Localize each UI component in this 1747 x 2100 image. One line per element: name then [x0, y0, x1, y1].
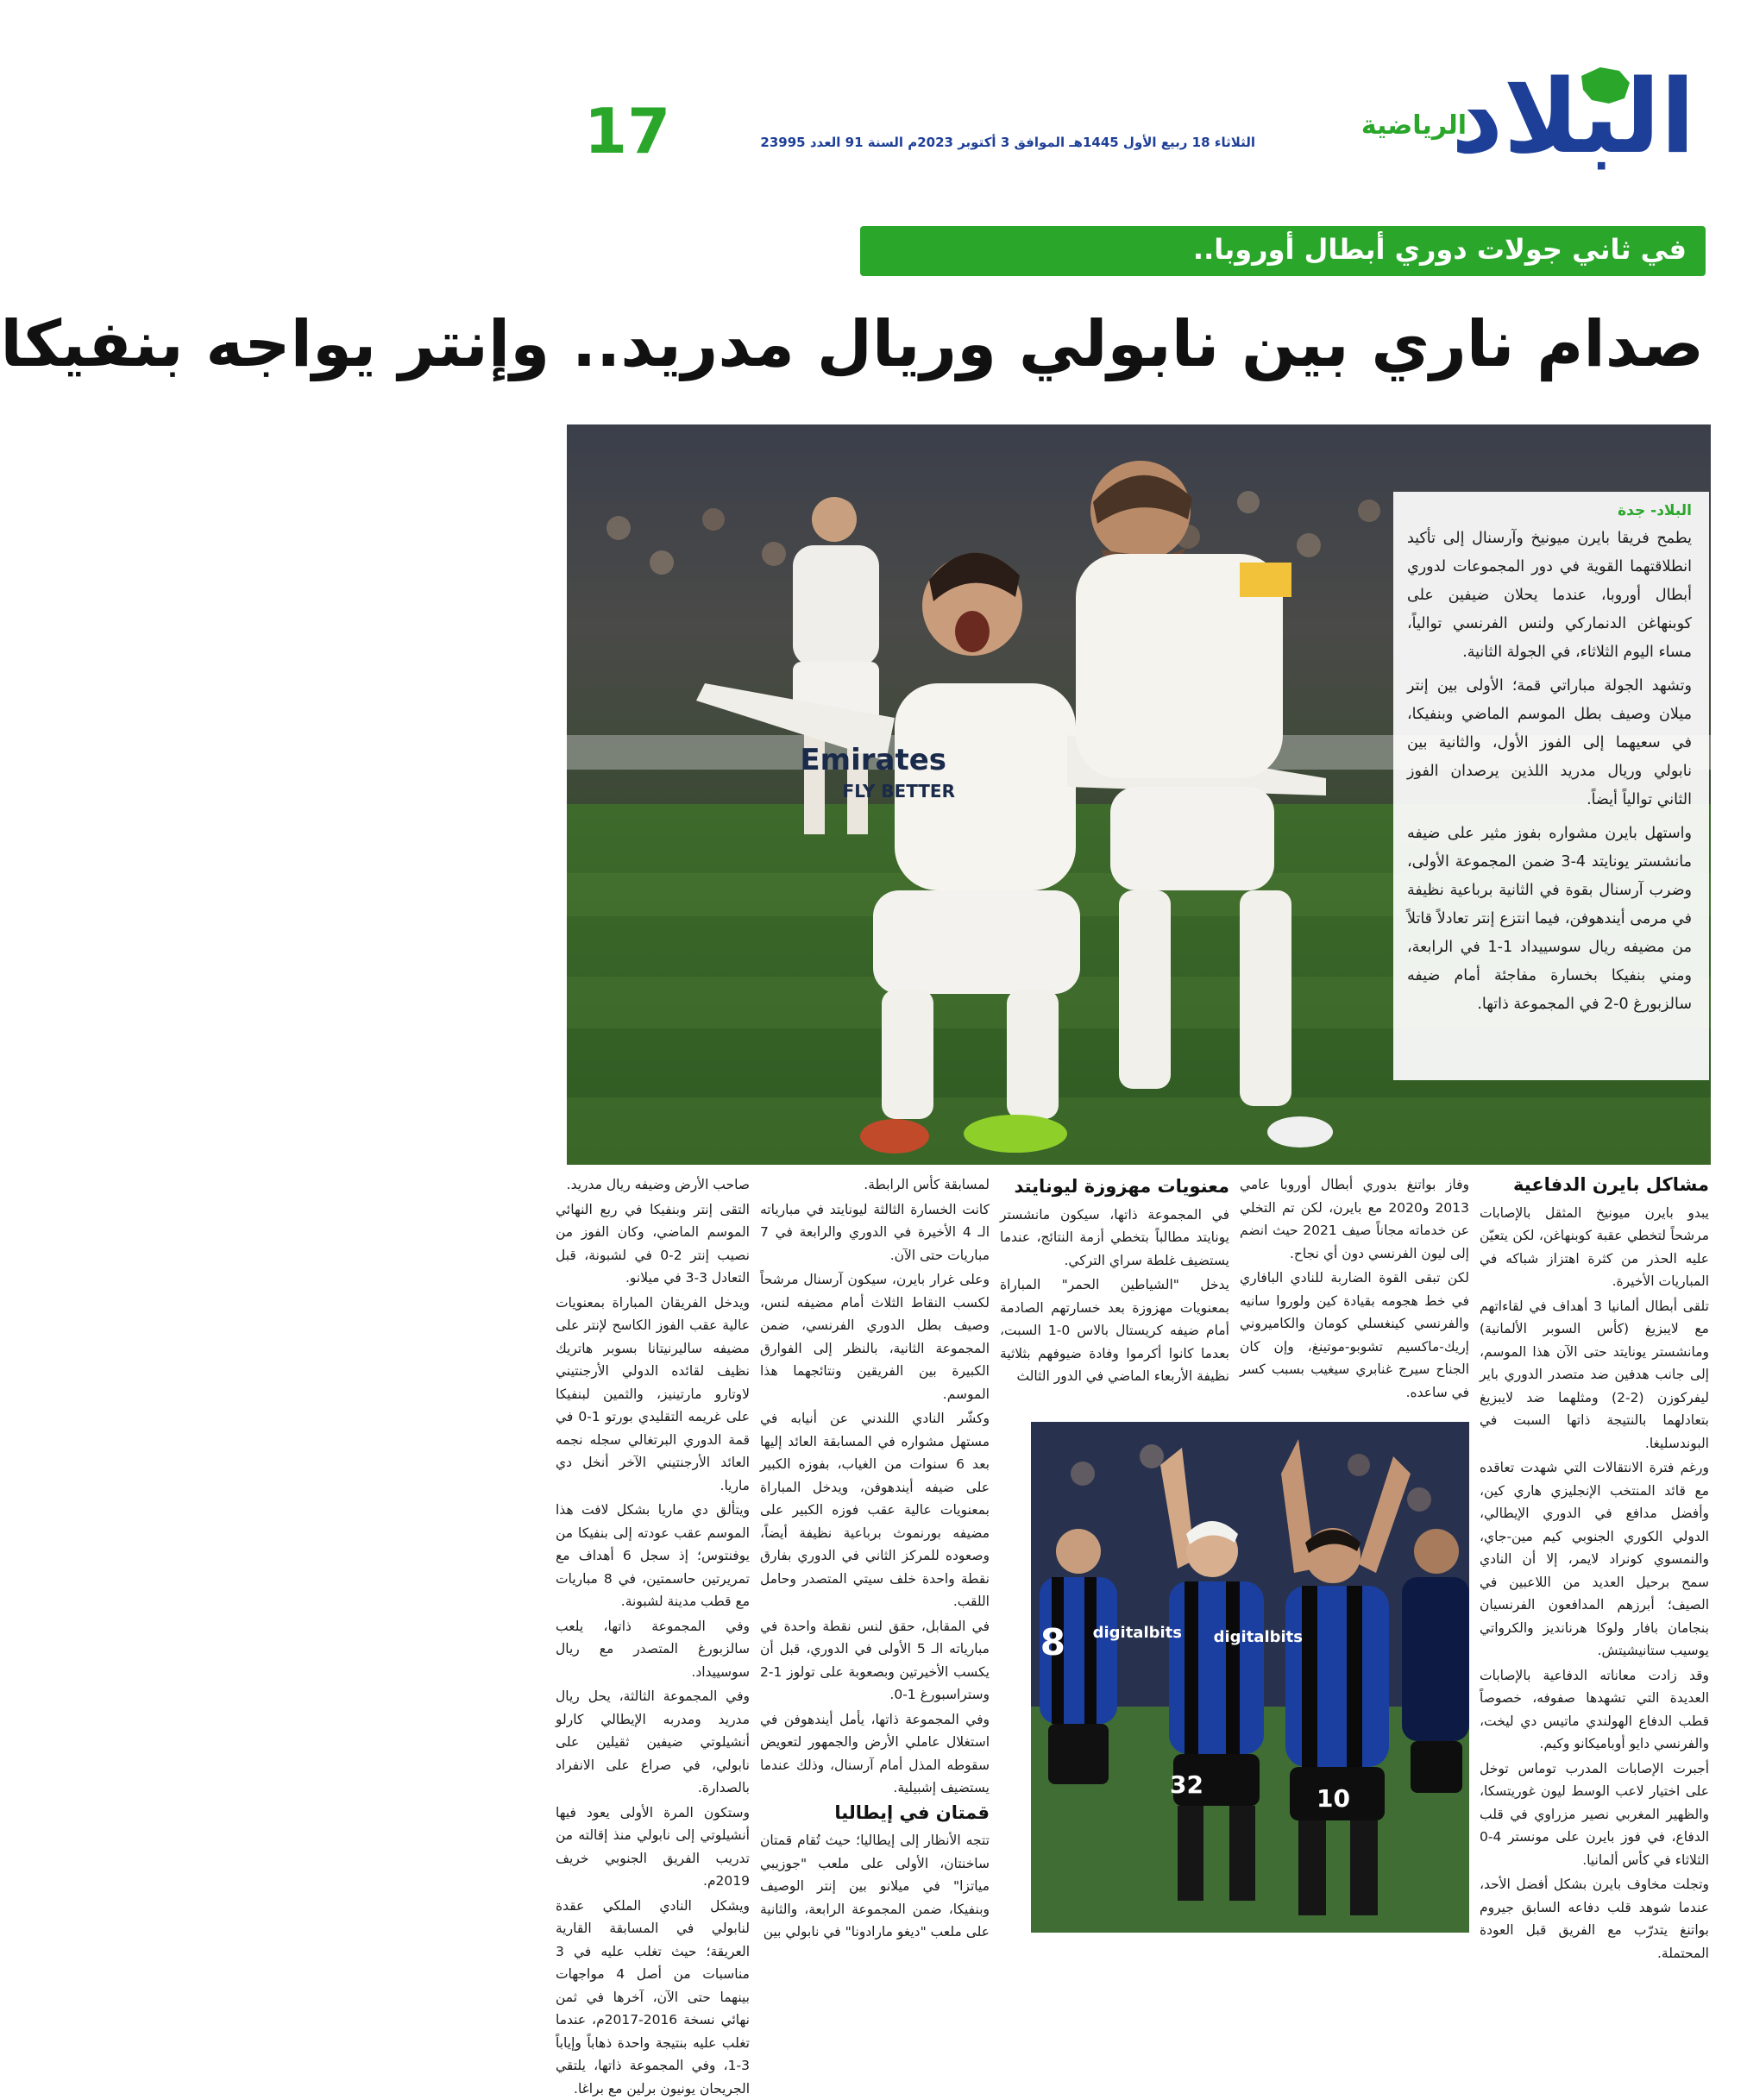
body-paragraph: في المجموعة ذاتها، سيكون مانشستر يونايتد مطالباً بتخطي أزمة النتائج، عندما يستضيف غلطة سراي التركي. [1000, 1204, 1229, 1273]
body-paragraph: وكشّر النادي اللندني عن أنيابه في مستهل مشواره في المسابقة العائد إليها بعد 6 سنوات من الغياب، بفوزه الكبير على ضيفه أيندهوفن، ويدخل المباراة بمعنويات عالية عقب فوزه الكبير على مضيفه بورنموث برباعية نظيفة أيضاً، وصعوده للمركز الثاني في الدوري بفارق نقطة واحدة خلف سيتي المتصدر وحامل اللقب. [760, 1407, 990, 1613]
article-intro [1393, 492, 1709, 1080]
intro-paragraph: واستهل بايرن مشواره بفوز مثير على ضيفه مانشستر يونايتد 4-3 ضمن المجموعة الأولى، وضرب آرسنال بقوة في الثانية برباعية نظيفة في مرمى أيندهوفن، فيما انتزع إنتر تعادلاً قاتلاً من مضيفه ريال سوسييداد 1-1 في الرابعة، ومني بنفيكا بخسارة مفاجئة أمام ضيفه سالزبورغ 0-2 في المجموعة ذاتها. [1407, 820, 1692, 1019]
body-paragraph: وفاز بواتنغ بدوري أبطال أوروبا عامي 2013 و2020 مع بايرن، لكن تم التخلي عن خدماته مجاناً صيف 2021 حيث انضم إلى ليون الفرنسي دون أي نجاح. [1240, 1173, 1469, 1265]
subheading-italy-summits: قمتان في إيطاليا [760, 1801, 990, 1825]
body-paragraph: لمسابقة كأس الرابطة. [760, 1173, 990, 1197]
body-paragraph: وتجلت مخاوف بايرن بشكل أفضل الأحد، عندما شوهد قلب دفاعه السابق جيروم بواتنغ يتدرّب مع الفريق قبل العودة المحتملة. [1480, 1873, 1709, 1965]
shirt-sponsor-text: Emirates [800, 743, 946, 777]
body-paragraph: وفي المجموعة ذاتها، يأمل أيندهوفن في استغلال عاملي الأرض والجمهور لتعويض سقوطه المذل أمام آرسنال، وذلك عندما يستضيف إشبيلية. [760, 1708, 990, 1800]
body-paragraph: صاحب الأرض وضيفه ريال مدريد. [556, 1173, 750, 1197]
subheading-bayern-defense: مشاكل بايرن الدفاعية [1480, 1173, 1709, 1197]
shirt-sponsor-text: digitalbits [1093, 1624, 1182, 1642]
headline: صدام ناري بين نابولي وريال مدريد.. وإنتر يواجه بنفيكا [582, 297, 1704, 392]
body-paragraph: كانت الخسارة الثالثة ليونايتد في مبارياته الـ 4 الأخيرة في الدوري والرابعة في 7 مباريات حتى الآن. [760, 1198, 990, 1267]
body-paragraph: وستكون المرة الأولى يعود فيها أنشيلوتي إلى نابولي منذ إقالته من تدريب الفريق الجنوبي خريف 2019م. [556, 1801, 750, 1893]
article-column-5 [556, 1173, 750, 1933]
kicker-text: في ثاني جولات دوري أبطال أوروبا.. [1193, 233, 1687, 266]
shorts-number: 32 [1170, 1770, 1203, 1799]
body-paragraph: لكن تبقى القوة الضاربة للنادي البافاري في خط هجومه بقيادة كين ولوروا سانيه والفرنسي كينغسلي كومان والكاميروني إريك-ماكسيم تشوبو-موتينغ، وإن كان الجناح سيرج غنابري سيغيب بسبب كسر في ساعده. [1240, 1267, 1469, 1404]
logo-wordmark: البلاد [1480, 60, 1695, 173]
body-paragraph: وفي المجموعة الثالثة، يحل ريال مدريد ومدربه الإيطالي كارلو أنشيلوتي ضيفين ثقيلين على نابولي، في صراع على الانفراد بالصدارة. [556, 1685, 750, 1800]
article-column-3 [1000, 1173, 1229, 1415]
kicker-banner [860, 226, 1706, 276]
article-column-4 [760, 1173, 990, 1933]
body-paragraph: في المقابل، حقق لنس نقطة واحدة في مبارياته الـ 5 الأولى في الدوري، قبل أن يكسب الأخيرتين وبصعوبة على تولوز 1-2 وستراسبورغ 1-0. [760, 1615, 990, 1707]
body-paragraph: أجبرت الإصابات المدرب توماس توخل على اختيار لاعب الوسط ليون غوريتسكا، والظهير المغربي نصير مزراوي في قلب الدفاع، في فوز بايرن على مونستر 4-0 الثلاثاء في كأس ألمانيا. [1480, 1757, 1709, 1872]
body-paragraph: يبدو بايرن ميونيخ المثقل بالإصابات مرشحاً لتخطي عقبة كوبنهاغن، لكن يتعيّن عليه الحذر من كثرة اهتزاز شباكه في المباريات الأخيرة. [1480, 1202, 1709, 1293]
issue-date-line: الثلاثاء 18 ربيع الأول 1445هـ الموافق 3 أكتوبر 2023م السنة 91 العدد 23995 [996, 135, 1255, 150]
byline: البلاد- جدة [1407, 502, 1692, 519]
body-paragraph: وقد زادت معاناته الدفاعية بالإصابات العديدة التي تشهدها صفوفه، خصوصاً قطب الدفاع الهولندي ماتيس دي ليخت، والفرنسي دايو أوباميكانو وكيم. [1480, 1664, 1709, 1756]
body-paragraph: يدخل "الشياطين الحمر" المباراة بمعنويات مهزوزة بعد خسارتهم الصادمة أمام ضيفه كريستال بالاس 0-1 السبت، بعدما كانوا أكرموا وفادة ضيوفهم بثلاثية نظيفة الأربعاء الماضي في الدور الثالث [1000, 1273, 1229, 1388]
body-paragraph: ورغم فترة الانتقالات التي شهدت تعاقده مع قائد المنتخب الإنجليزي هاري كين، وأفضل مدافع في الدوري الإيطالي، الدولي الكوري الجنوبي كيم مين-جاي، والنمسوي كونراد لايمر، إلا أن النادي سمح برحيل العديد من اللاعبين في الصيف؛ أبرزهم المدافعون الفرنسيان بنجامان بافار ولوكا هرنانديز والكرواتي يوسيب ستانيشيتش. [1480, 1456, 1709, 1663]
newspaper-logo [1480, 60, 1695, 173]
body-paragraph: ويشكل النادي الملكي عقدة لنابولي في المسابقة القارية العريقة؛ حيث تغلب عليه في 3 مناسبات من أصل 4 مواجهات بينهما حتى الآن، آخرها في ثمن نهائي نسخة 2016-2017م، عندما تغلب عليه بنتيجة واحدة ذهاباً وإياباً 3-1، وفي المجموعة ذاتها، يلتقي الجريحان يونيون برلين مع براغا. [556, 1895, 750, 2100]
shorts-number: 10 [1317, 1784, 1350, 1813]
shirt-number: 8 [1040, 1621, 1065, 1663]
inter-players-photo [1031, 1422, 1469, 1933]
masthead [522, 0, 1747, 216]
body-paragraph: ويتألق دي ماريا بشكل لافت هذا الموسم عقب عودته إلى بنفيكا من يوفنتوس؛ إذ سجل 6 أهداف مع تمريرتين حاسمتين، في 8 مباريات مع قطب مدينة لشبونة. [556, 1499, 750, 1613]
article-column-1 [1480, 1173, 1709, 1933]
body-paragraph: التقى إنتر وبنفيكا في ربع النهائي الموسم الماضي، وكان الفوز من نصيب إنتر 2-0 في لشبونة، قبل التعادل 3-3 في ميلانو. [556, 1198, 750, 1290]
intro-paragraph: يطمح فريقا بايرن ميونيخ وآرسنال إلى تأكيد انطلاقتهما القوية في دور المجموعات لدوري أبطال أوروبا، عندما يحلان ضيفين على كوبنهاغن الدنماركي ولنس الفرنسي توالياً، مساء اليوم الثلاثاء، في الجولة الثانية. [1407, 525, 1692, 667]
body-paragraph: وعلى غرار بايرن، سيكون آرسنال مرشحاً لكسب النقاط الثلاث أمام مضيفه لنس، وصيف بطل الدوري الفرنسي، ضمن المجموعة الثانية، بالنظر إلى الفوارق الكبيرة بين الفريقين ونتائجهما هذا الموسم. [760, 1268, 990, 1405]
body-paragraph: تتجه الأنظار إلى إيطاليا؛ حيث تُقام قمتان ساخنتان، الأولى على ملعب "جوزيبي مياتزا" في ميلانو بين إنتر الوصيف وبنفيكا، ضمن المجموعة الرابعة، والثانية على ملعب "ديغو مارادونا" في نابولي بين [760, 1829, 990, 1944]
body-paragraph: ويدخل الفريقان المباراة بمعنويات عالية عقب الفوز الكاسح لإنتر على مضيفه ساليرنيتانا بسوبر هاتريك نظيف لقائده الدولي الأرجنتيني لاوتارو مارتينيز، والثمين لبنفيكا على غريمه التقليدي بورتو 1-0 في قمة الدوري البرتغالي سجله نجمه العائد الأرجنتيني الآخر أنخل دي ماريا. [556, 1292, 750, 1498]
shirt-sponsor-text: digitalbits [1214, 1628, 1303, 1646]
subheading-united-morale: معنويات مهزوزة ليونايتد [1000, 1175, 1229, 1198]
section-name: الرياضية [1361, 110, 1467, 141]
intro-paragraph: وتشهد الجولة مباراتي قمة؛ الأولى بين إنتر ميلان وصيف بطل الموسم الماضي وبنفيكا، في سعيهما إلى الفوز الأول، والثانية بين نابولي وريال مدريد اللذين يرصدان الفوز الثاني توالياً أيضاً. [1407, 672, 1692, 814]
article-column-2 [1240, 1173, 1469, 1415]
body-paragraph: تلقى أبطال ألمانيا 3 أهداف في لقاءاتهم مع لايبزيغ (كأس السوبر الألمانية) ومانشستر يونايتد حتى الآن هذا الموسم، إلى جانب هدفين ضد متصدر الدوري باير ليفركوزن (2-2) ومثلهما ضد لايبزيغ بتعادلهما بالنتيجة ذاتها السبت في البوندسليغا. [1480, 1295, 1709, 1456]
shirt-sponsor-sub: FLY BETTER [843, 781, 955, 802]
page-number: 17 [584, 97, 670, 166]
body-paragraph: وفي المجموعة ذاتها، يلعب سالزبورغ المتصدر مع ريال سوسييداد. [556, 1615, 750, 1684]
